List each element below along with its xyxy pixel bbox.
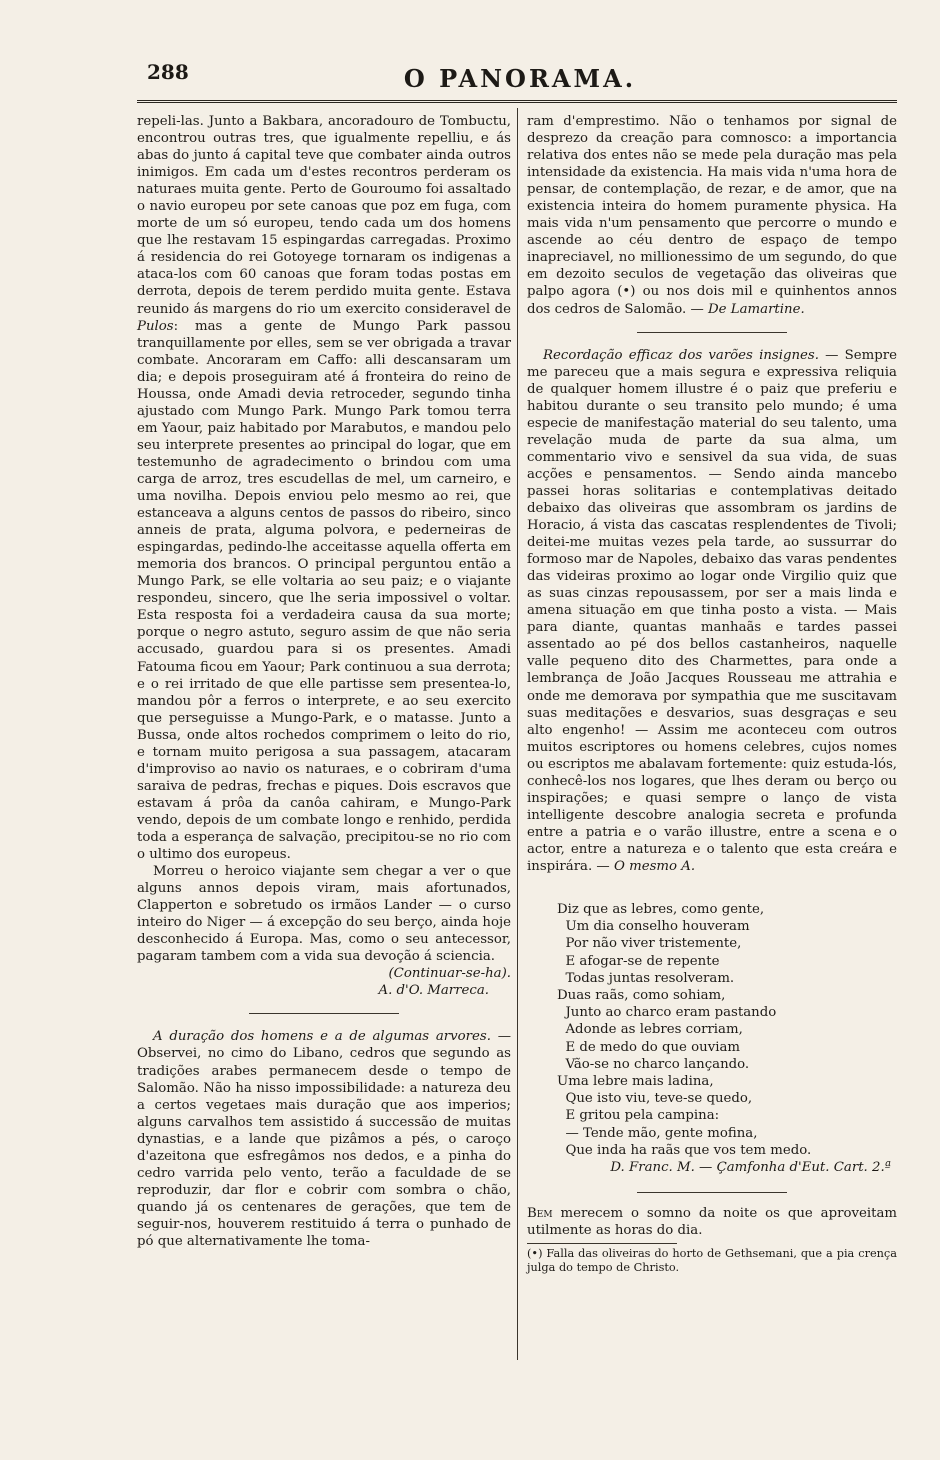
- quote-source: O mesmo A.: [613, 858, 696, 874]
- quote-source: De Lamartine.: [708, 301, 805, 317]
- poem-line: Que isto viu, teve-se quedo,: [557, 1091, 753, 1107]
- article-recordacao: [527, 347, 897, 875]
- article-text: — Observei, no cimo do Libano, cedros que segundo as tradições arabes permanecem desde o tempo de Salomão. Não ha nisso impossibilidade: a natureza deu a certos vegetaes mais duração que aos imperios; alguns carvalhos tem assistido á successão de muitas dynastias, e a lande que pizâmos a pés, o caroço d'azeitona que esfregâmos nos dedos, e a pinha do cedro varrida pelo vento, terão a faculdade de se reproduzir, dar flor e cobrir com sombra o chão, quando já os centenares de gerações, que tem de seguir-nos, houverem restituido á terra o punhado de pó que alternativamente lhe toma-: [137, 1029, 511, 1249]
- article-title: Recordação efficaz dos varões insignes.: [543, 347, 819, 363]
- poem-source: D. Franc. M. — Çamfonha d'Eut. Cart. 2.ª: [610, 1160, 891, 1176]
- section-divider: [637, 332, 787, 333]
- poem-line: Que inda ha raãs que vos tem medo.: [557, 1142, 812, 1158]
- article-duracao: [137, 1028, 511, 1250]
- article-author: A. d'O. Marreca.: [378, 983, 489, 999]
- poem-line: Vão-se no charco lançando.: [557, 1056, 750, 1072]
- paragraph: [527, 113, 897, 318]
- poem-line: Junto ao charco eram pastando: [557, 1005, 777, 1021]
- poem-line: Todas juntas resolveram.: [557, 970, 735, 986]
- journal-title: O PANORAMA.: [403, 64, 637, 93]
- poem-line: E gritou pela campina:: [557, 1108, 720, 1124]
- closing-maxim: [527, 1205, 897, 1239]
- header-rule: [137, 100, 897, 105]
- footnote-rule: [527, 1243, 677, 1244]
- article-text: — Sempre me pareceu que a mais segura e expressiva reliquia de qualquer homem illustre é o paiz que preferiu e habitou durante o seu transito pelo mundo; é uma especie de manifestação material do seu talento, uma revelação muda de parte da sua alma, um commentario vivo e sensivel da sua vida, de suas acções e pensamentos. — Sendo ainda mancebo passei horas solitarias e contemplativas deitado debaixo das oliveiras que assombram os jardins de Horacio, á vista das cascatas resplendentes de Tivoli; deitei-me muitas vezes pela tarde, ao sussurrar do formoso mar de Napoles, debaixo das varas pendentes das videiras proximo ao logar onde Virgilio quiz que as suas cinzas repousassem, por ser a mais linda e amena situação em que tinha posto a vista. — Mais para diante, quantas manhaãs e tardes passei assentado ao pé dos bellos castanheiros, naquelle valle pequeno dito des Charmettes, para onde a lembrança de João Jacques Rousseau me attrahia e onde me demorava por sympathia que me suscitavam suas meditações e desvarios, suas desgraças e seu alto engenho! — Assim me aconteceu com outros muitos escriptores ou homens celebres, cujos nomes ou escriptos me abalavam fortemente: quiz estuda-lós, conhecê-los nos logares, que lhes deram ou berço ou inspirações; e quasi sempre o lanço de vista intelligente descobre analogia secreta e profunda entre a patria e o varão illustre, entre a scena e o actor, entre a natureza e o talento que esta creára e inspirára. —: [527, 347, 897, 874]
- maxim-text: merecem o somno da noite os que aproveitam utilmente as horas do dia.: [527, 1206, 897, 1239]
- poem-line: Adonde as lebres corriam,: [557, 1022, 743, 1038]
- italic-term: Pulos: [137, 318, 174, 334]
- poem-line: Uma lebre mais ladina,: [557, 1074, 714, 1090]
- poem-line: Diz que as lebres, como gente,: [557, 902, 765, 918]
- poem-line: Um dia conselho houveram: [557, 919, 750, 935]
- column-divider: [517, 108, 518, 1360]
- paragraph: [137, 113, 511, 863]
- paragraph-text: repeli-las. Junto a Bakbara, ancoradouro de Tombuctu, encontrou outras tres, que igualmente repelliu, e ás abas do junto á capital teve que combater ainda outros inimigos. Em cada um d'estes recontros perderam os naturaes muita gente. Perto de Gouroumo foi assaltado o navio europeu por sete canoas que poz em fuga, com morte de um só europeu, tendo cada um dos homens que lhe restavam 15 espingardas carregadas. Proximo á residencia do rei Gotoyege tornaram os indigenas a ataca-los com 60 canoas que foram todas postas em derrota, depois de terem perdido muita gente. Estava reunido ás margens do rio um exercito consideravel de: [137, 114, 511, 317]
- article-title: A duração dos homens e a de algumas arvores.: [153, 1029, 491, 1045]
- paragraph-text: : mas a gente de Mungo Park passou tranquillamente por elles, sem se ver obrigada a travar combate. Ancoraram em Caffo: alli descansaram um dia; e depois proseguiram até á fronteira do reino de Houssa, onde Amadi devia retroceder, segundo tinha ajustado com Mungo Park. Mungo Park tomou terra em Yaour, paiz habitado por Marabutos, e mandou pelo seu interprete presentes ao principal do logar, que em testemunho de agradecimento o brindou com uma carga de arroz, tres escudellas de mel, um carneiro, e uma novilha. Depois enviou pelo mesmo ao rei, que estanceava a alguns centos de passos do ribeiro, sinco anneis de prata, alguma polvora, e pederneiras de espingardas, pedindo-lhe acceitasse aquella offerta em memoria dos brancos. O principal perguntou então a Mungo Park, se elle voltaria ao seu paiz; e o viajante respondeu, sincero, que lhe seria impossivel o voltar. Esta resposta foi a verdadeira causa da sua morte; porque o negro astuto, seguro assim de que não seria accusado, guardou para si os presentes. Amadi Fatouma ficou em Yaour; Park continuou a sua derrota; e o rei irritado de que elle partisse sem presentea-lo, mandou pôr a ferros o interprete, e ao seu exercito que perseguisse a Mungo-Park, e o matasse. Junto a Bussa, onde altos rochedos comprimem o leito do rio, e tornam muito perigosa a sua passagem, atacaram d'improviso ao navio os naturaes, e o cobriram d'uma saraiva de pedras, frechas e piques. Dois escravos que estavam á prôa da canôa cahiram, e Mungo-Park vendo, depois de um combate longo e renhido, perdida toda a esperança de salvação, precipitou-se no rio com o ultimo dos europeus.: [137, 318, 511, 863]
- poem-line: — Tende mão, gente mofina,: [557, 1125, 758, 1141]
- page-number: 288: [147, 60, 189, 84]
- paragraph-text: ram d'emprestimo. Não o tenhamos por signal de desprezo da creação para comnosco: a importancia relativa dos entes não se mede pela duração mas pela intensidade da existencia. Ha mais vida n'uma hora de pensar, de contemplação, de rezar, e de amor, que na existencia inteira do homem puramente physica. Ha mais vida n'um pensamento que percorre o mundo e ascende ao céu dentro de espaço de tempo inapreciavel, no millionessimo de um segundo, do que em dezoito seculos de vegetação das oliveiras que palpo agora (•) ou nos dois mil e quinhentos annos dos cedros de Salomão. —: [527, 114, 897, 317]
- poem-line: E afogar-se de repente: [557, 953, 720, 969]
- poem: [557, 901, 897, 1176]
- footnote: (•) Falla das oliveiras do horto de Gethsemani, que a pia crença julga do tempo de Christo.: [527, 1247, 897, 1274]
- poem-line: Por não viver tristemente,: [557, 936, 742, 952]
- poem-line: E de medo do que ouviam: [557, 1039, 741, 1055]
- paragraph: Morreu o heroico viajante sem chegar a ver o que alguns annos depois viram, mais afortunados, Clapperton e sobretudo os irmãos Lander — o curso inteiro do Niger — á excepção do seu berço, ainda hoje desconhecido á Europa. Mas, como o seu antecessor, pagaram tambem com a vida sua devoção á sciencia.: [137, 864, 511, 965]
- drop-word: Bem: [527, 1206, 553, 1222]
- right-column: [527, 113, 897, 1274]
- continuation-note: (Continuar-se-ha).: [388, 966, 511, 982]
- left-column: [137, 113, 511, 1250]
- section-divider: [249, 1013, 399, 1014]
- section-divider: [637, 1192, 787, 1193]
- poem-line: Duas raãs, como sohiam,: [557, 988, 726, 1004]
